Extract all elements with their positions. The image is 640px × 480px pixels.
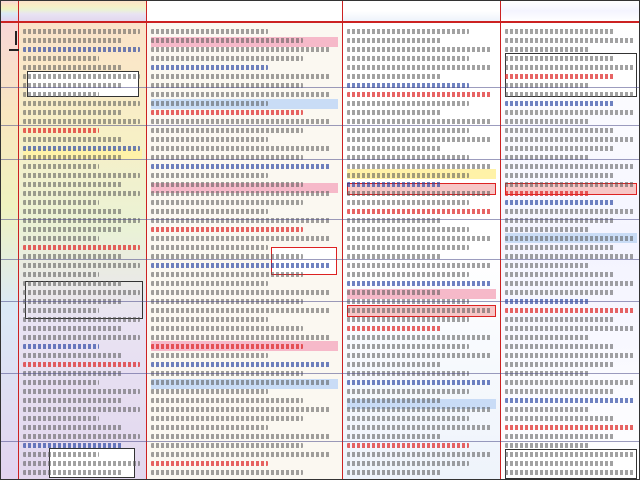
text-line [151, 164, 330, 169]
text-line [151, 236, 330, 241]
text-line [505, 191, 589, 196]
text-line [23, 182, 122, 187]
text-line [23, 425, 122, 430]
text-line [151, 74, 330, 79]
text-line [23, 407, 140, 412]
text-line [347, 236, 491, 241]
text-line [505, 308, 634, 313]
text-line [505, 416, 614, 421]
row-divider [1, 219, 640, 220]
text-line [151, 209, 268, 214]
text-line [347, 317, 469, 322]
text-line [23, 290, 140, 295]
text-line [23, 227, 122, 232]
text-line [151, 470, 303, 475]
text-line [23, 443, 122, 448]
text-line [347, 173, 469, 178]
text-line [151, 380, 330, 385]
text-line [23, 47, 140, 52]
text-line [151, 362, 330, 367]
text-line [505, 92, 634, 97]
text-line [347, 470, 441, 475]
text-line [23, 110, 122, 115]
text-line [347, 443, 469, 448]
text-line [505, 335, 589, 340]
text-line [505, 200, 614, 205]
text-line [347, 101, 469, 106]
text-line [347, 119, 491, 124]
text-line [347, 209, 491, 214]
text-line [151, 416, 303, 421]
text-line [151, 398, 303, 403]
text-line [23, 389, 140, 394]
text-line [151, 335, 330, 340]
header-col-4 [501, 1, 640, 21]
text-line [151, 92, 330, 97]
text-line [347, 452, 491, 457]
table-body [1, 23, 640, 480]
text-line [505, 470, 634, 475]
text-line [23, 398, 122, 403]
text-line [23, 245, 140, 250]
text-line [505, 461, 614, 466]
text-line [347, 92, 491, 97]
text-line [151, 389, 268, 394]
text-line [151, 38, 303, 43]
text-line [505, 128, 614, 133]
text-line [23, 317, 140, 322]
text-line [505, 290, 614, 295]
text-line [23, 29, 140, 34]
row-label-column [1, 23, 19, 480]
text-line [151, 281, 268, 286]
text-line [347, 56, 469, 61]
text-line [505, 398, 634, 403]
text-lines [19, 25, 146, 475]
text-line [151, 407, 330, 412]
row-divider [1, 259, 640, 260]
text-line [151, 146, 330, 151]
text-line [23, 74, 140, 79]
text-line [505, 317, 614, 322]
text-line [23, 362, 140, 367]
column-1 [19, 23, 147, 480]
text-line [151, 200, 303, 205]
row-divider [1, 125, 640, 126]
text-line [23, 236, 99, 241]
text-line [347, 335, 491, 340]
text-line [347, 461, 469, 466]
text-line [347, 38, 441, 43]
text-line [505, 119, 589, 124]
text-line [347, 380, 491, 385]
text-line [151, 308, 330, 313]
text-line [23, 56, 99, 61]
row-divider [1, 373, 640, 374]
text-line [151, 47, 330, 52]
text-line [347, 272, 469, 277]
text-line [347, 47, 491, 52]
text-line [151, 110, 303, 115]
text-line [505, 137, 634, 142]
text-line [23, 146, 140, 151]
margin-mark [15, 31, 17, 45]
text-line [347, 263, 491, 268]
text-line [347, 110, 441, 115]
column-header-row [1, 1, 640, 23]
text-line [23, 137, 122, 142]
text-line [505, 38, 634, 43]
text-line [505, 326, 634, 331]
text-line [151, 290, 330, 295]
text-line [151, 443, 303, 448]
column-4 [501, 23, 640, 480]
text-line [347, 128, 469, 133]
column-2 [147, 23, 343, 480]
text-line [505, 407, 589, 412]
text-line [347, 389, 469, 394]
text-line [23, 164, 99, 169]
text-line [505, 164, 634, 169]
text-line [347, 326, 441, 331]
text-line [151, 452, 330, 457]
row-divider [1, 301, 640, 302]
text-line [505, 380, 634, 385]
text-line [151, 65, 268, 70]
column-3 [343, 23, 501, 480]
text-line [23, 344, 99, 349]
text-line [23, 281, 122, 286]
text-line [347, 182, 441, 187]
text-line [347, 344, 469, 349]
text-line [347, 200, 469, 205]
text-line [347, 65, 491, 70]
text-line [151, 434, 330, 439]
text-line [151, 353, 268, 358]
text-line [23, 191, 140, 196]
text-line [505, 227, 589, 232]
text-line [347, 137, 491, 142]
text-line [505, 182, 634, 187]
text-line [23, 308, 99, 313]
text-lines [343, 25, 500, 475]
text-line [505, 245, 614, 250]
text-line [23, 452, 99, 457]
text-line [23, 209, 122, 214]
row-divider [1, 87, 640, 88]
text-line [23, 353, 122, 358]
text-line [347, 74, 441, 79]
text-line [505, 101, 614, 106]
text-line [23, 65, 122, 70]
text-line [151, 191, 330, 196]
text-line [151, 128, 303, 133]
header-col-2 [147, 1, 343, 21]
text-line [151, 317, 268, 322]
text-line [23, 434, 140, 439]
text-line [23, 119, 140, 124]
text-line [151, 137, 268, 142]
row-divider [1, 441, 640, 442]
text-line [23, 470, 122, 475]
text-line [347, 281, 491, 286]
text-line [347, 227, 469, 232]
text-line [505, 65, 634, 70]
text-line [347, 290, 441, 295]
text-line [505, 443, 589, 448]
text-line [23, 416, 99, 421]
text-line [151, 326, 303, 331]
text-line [505, 209, 634, 214]
header-col-1 [19, 1, 147, 21]
text-line [23, 200, 99, 205]
text-line [505, 173, 614, 178]
text-line [151, 182, 303, 187]
text-line [505, 263, 589, 268]
text-line [505, 74, 614, 79]
text-line [23, 272, 99, 277]
text-line [23, 128, 99, 133]
text-line [23, 263, 140, 268]
text-line [151, 263, 330, 268]
text-line [505, 146, 614, 151]
text-line [151, 101, 268, 106]
row-divider [1, 159, 640, 160]
text-line [23, 38, 122, 43]
text-line [347, 398, 441, 403]
text-line [23, 326, 122, 331]
text-line [151, 344, 303, 349]
text-line [505, 236, 634, 241]
text-line [23, 461, 140, 466]
text-line [347, 416, 469, 421]
text-line [23, 173, 140, 178]
text-line [151, 461, 268, 466]
text-line [347, 407, 491, 412]
text-line [347, 164, 491, 169]
text-line [505, 29, 614, 34]
text-line [151, 272, 303, 277]
text-line [151, 56, 303, 61]
text-lines [147, 25, 342, 475]
text-line [347, 425, 491, 430]
text-lines [501, 25, 640, 475]
text-line [505, 452, 634, 457]
text-line [347, 191, 491, 196]
text-line [23, 380, 99, 385]
text-line [347, 245, 469, 250]
text-line [505, 353, 634, 358]
text-line [505, 281, 634, 286]
text-line [505, 344, 614, 349]
text-line [505, 425, 634, 430]
text-line [347, 308, 491, 313]
text-line [505, 434, 614, 439]
text-line [505, 389, 614, 394]
text-line [347, 146, 441, 151]
text-line [347, 29, 469, 34]
text-line [347, 434, 441, 439]
text-line [505, 110, 634, 115]
text-line [505, 47, 589, 52]
text-line [23, 335, 140, 340]
text-line [23, 92, 99, 97]
text-line [505, 362, 614, 367]
text-line [151, 119, 330, 124]
margin-mark [9, 49, 19, 51]
text-line [151, 227, 303, 232]
text-line [347, 362, 441, 367]
text-line [151, 245, 268, 250]
text-line [151, 173, 268, 178]
text-line [505, 56, 614, 61]
text-line [505, 272, 614, 277]
text-line [151, 29, 268, 34]
header-corner [1, 1, 19, 21]
text-line [347, 353, 491, 358]
text-line [151, 425, 268, 430]
text-line [23, 101, 140, 106]
header-col-3 [343, 1, 501, 21]
